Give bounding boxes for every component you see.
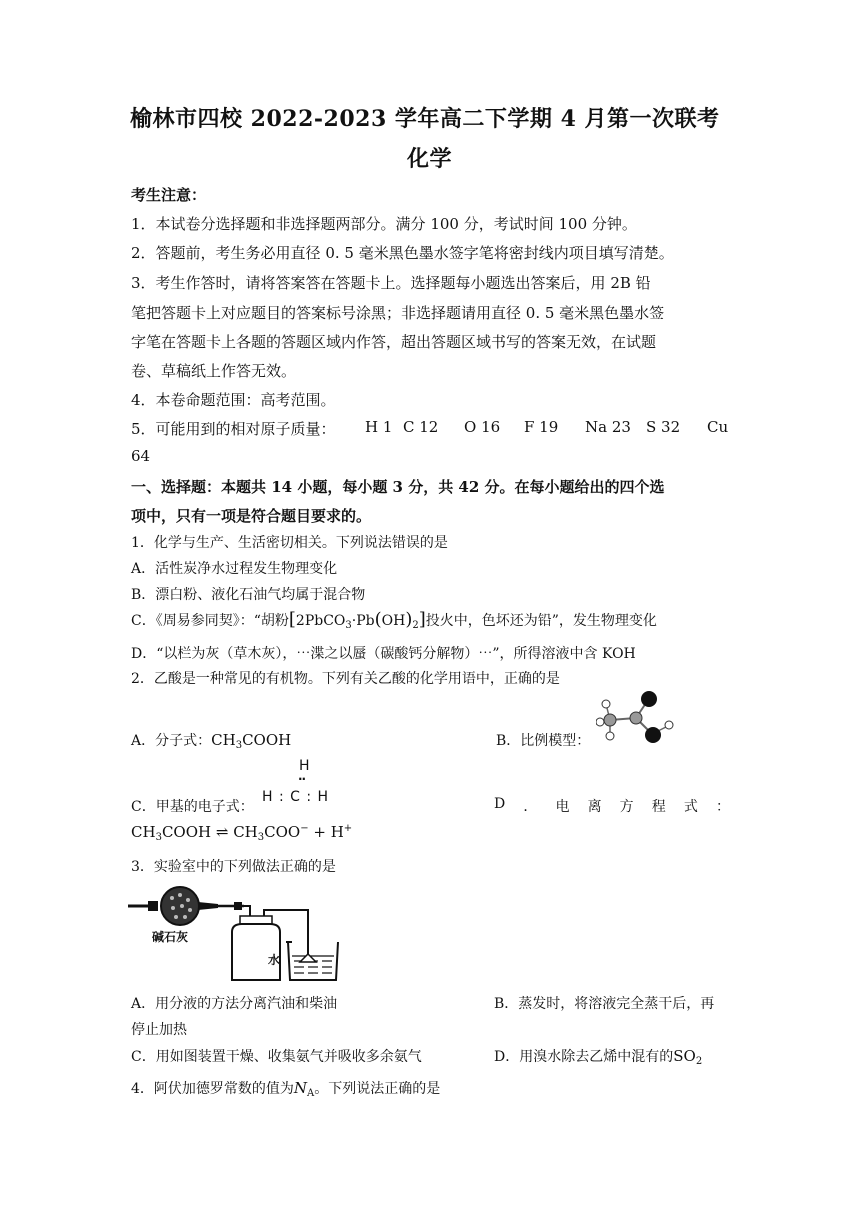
notice-item-5-label: 5．可能用到的相对原子质量： (131, 420, 336, 438)
q2-stem: 2．乙酸是一种常见的有机物。下列有关乙酸的化学用语中，正确的是 (131, 671, 560, 687)
q3-option-d (494, 1046, 702, 1067)
avogadro-symbol: N (293, 1079, 308, 1097)
q2-d-char-2: ． (523, 799, 538, 815)
equilibrium-arrow-icon: ⇌ (215, 823, 229, 841)
mass-cu-value: 64 (131, 447, 151, 465)
q2-d-char-1: D (494, 796, 506, 812)
q2-option-b-label: B．比例模型： (496, 733, 591, 749)
notice-item-4: 4．本卷命题范围：高考范围。 (131, 391, 336, 409)
q4-stem-text-2: 。下列说法正确的是 (314, 1081, 441, 1097)
acetic-acid-molecule-model (596, 690, 676, 750)
q2-option-c-label: C．甲基的电子式： (131, 799, 254, 815)
notice-item-3-line-2: 笔把答题卡上对应题目的答案标号涂黑；非选择题请用直径 0. 5 毫米黑色墨水签 (131, 304, 665, 322)
q3-option-b-wrap: 停止加热 (131, 1022, 187, 1038)
q2-d-char-7: 式 (683, 799, 698, 815)
fig-label-water: 水 (268, 953, 281, 967)
mass-s: S 32 (646, 418, 681, 436)
q2-d-char-5: 方 (619, 799, 634, 815)
notice-item-2: 2．答题前，考生务必用直径 0. 5 毫米黑色墨水签字笔将密封线内项目填写清楚。 (131, 244, 674, 262)
q4-stem-text-1: 4．阿伏加德罗常数的值为 (131, 1081, 294, 1097)
mass-na: Na 23 (585, 418, 631, 436)
q1-formula-lead-carbonate: $[2PbCO_3\cdot Pb(OH)_2]$ (288, 609, 426, 631)
notice-item-3-line-4: 卷、草稿纸上作答无效。 (131, 362, 297, 380)
notice-item-1: 1．本试卷分选择题和非选择题两部分。满分 100 分，考试时间 100 分钟。 (131, 215, 637, 233)
q1-option-b: B．漂白粉、液化石油气均属于混合物 (131, 587, 366, 603)
exam-title: 榆林市四校 2022-2023 学年高二下学期 4 月第一次联考 (130, 106, 720, 132)
fig-label-soda-lime: 碱石灰 (152, 930, 189, 944)
q2-option-a-label: A．分子式： (131, 733, 212, 749)
q3-option-a: A．用分液的方法分离汽油和柴油 (131, 996, 338, 1012)
mass-c: C 12 (403, 418, 439, 436)
notice-heading: 考生注意： (131, 186, 207, 204)
q1-option-c-text-2: 投火中，色坏还为铅”，发生物理变化 (425, 613, 657, 629)
q2-formula-acetic-acid: $CH_3COOH$ (211, 731, 292, 751)
q2-option-d-label (494, 796, 730, 816)
q2-option-a (131, 730, 291, 751)
mass-o: O 16 (464, 418, 501, 436)
methyl-lewis-dots: ·· (298, 772, 306, 786)
mass-h: H 1 (365, 418, 393, 436)
methyl-lewis-h-top: H (299, 758, 310, 774)
q2-ionization-equation: $CH_3COOH$ ⇌ $CH_3COO^- + H^+$ (131, 823, 353, 843)
q2-d-char-3: 电 (555, 799, 570, 815)
methyl-lewis-row: H : C : H (262, 789, 330, 805)
q3-option-c: C．用如图装置干燥、收集氨气并吸收多余氨气 (131, 1049, 422, 1065)
q1-stem: 1．化学与生产、生活密切相关。下列说法错误的是 (131, 535, 448, 551)
mass-cu: Cu (707, 418, 729, 436)
q2-d-char-8: ： (716, 799, 730, 815)
q3-stem: 3．实验室中的下列做法正确的是 (131, 859, 336, 875)
section1-line-2: 项中，只有一项是符合题目要求的。 (131, 507, 372, 525)
notice-item-3-line-1: 3．考生作答时，请将答案答在答题卡上。选择题每小题选出答案后，用 2B 铅 (131, 274, 651, 292)
section1-line-1: 一、选择题：本题共 14 小题，每小题 3 分，共 42 分。在每小题给出的四个选 (131, 478, 665, 496)
notice-item-3-line-3: 字笔在答题卡上各题的答题区域内作答，超出答题区域书写的答案无效，在试题 (131, 333, 657, 351)
avogadro-subscript: A (307, 1088, 315, 1099)
q3-option-d-text: D．用溴水除去乙烯中混有的 (494, 1049, 674, 1065)
q3-option-b: B．蒸发时，将溶液完全蒸干后，再 (494, 996, 715, 1012)
q1-option-c (131, 609, 657, 631)
q1-option-d: D．“以栏为灰（草木灰），⋯渫之以蜃（碳酸钙分解物）⋯”，所得溶液中含 KOH (131, 646, 636, 662)
q1-option-a: A．活性炭净水过程发生物理变化 (131, 561, 338, 577)
q2-d-char-4: 离 (587, 799, 602, 815)
subject-title: 化学 (407, 146, 453, 172)
mass-f: F 19 (524, 418, 559, 436)
q4-stem (131, 1078, 440, 1099)
q2-d-char-6: 程 (651, 799, 666, 815)
formula-so2: $SO_2$ (673, 1047, 703, 1067)
q1-option-c-text-1: C．《周易参同契》：“胡粉 (131, 613, 289, 629)
